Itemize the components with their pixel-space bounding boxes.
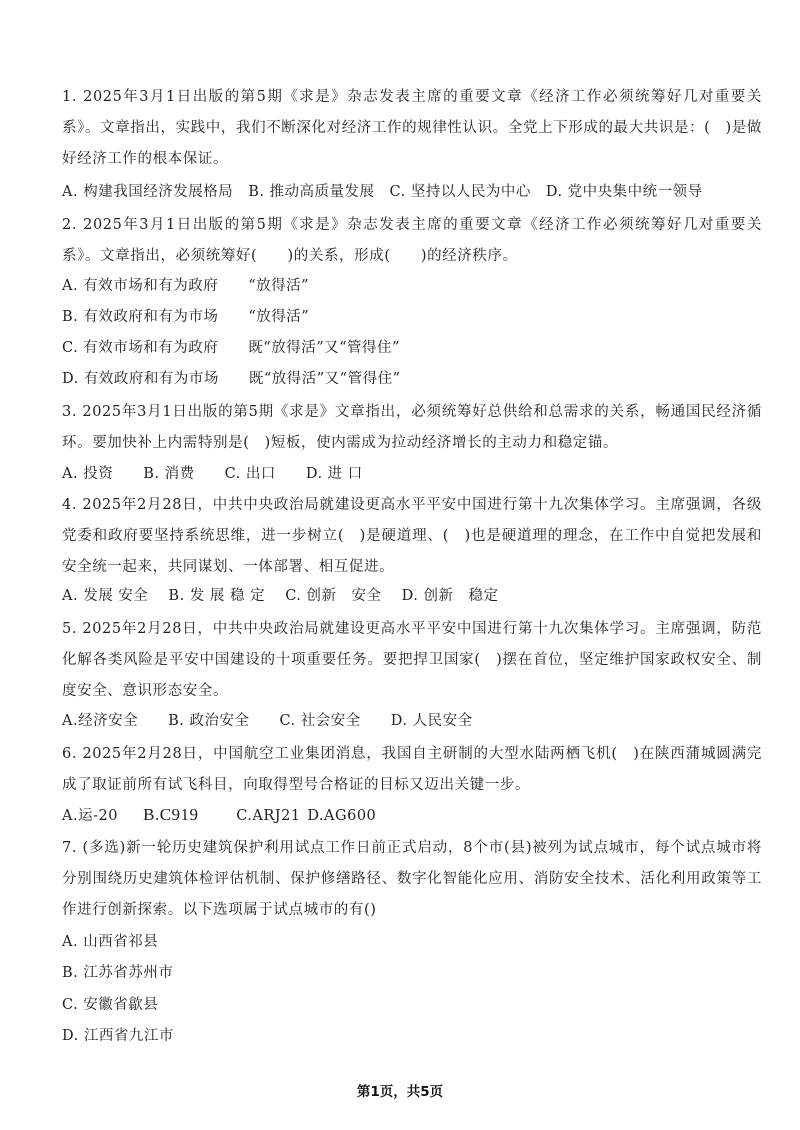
question-2-option-d: D. 有效政府和有为市场 既“放得活”又“管得住”: [62, 371, 401, 387]
page-number-footer: 第1页，共5页: [356, 1084, 444, 1100]
question-3: 3. 2025年3月1日出版的第5期《求是》文章指出，必须统筹好总供给和总需求的关系，畅通国民经济循环。要加快补上内需特别是( )短板，使内需成为拉动经济增长的主动力和稳定锚。: [62, 404, 762, 451]
question-6-option-b: B.C919: [143, 805, 199, 824]
question-2-option-b: B. 有效政府和有为市场 “放得活”: [62, 309, 310, 325]
question-4: 4. 2025年2月28日，中共中央政治局就建设更高水平平安中国进行第十九次集体学习。主席强调，各级党委和政府要坚持系统思维，进一步树立( )是硬道理、( )也是硬道理的理念，在工作中自觉把发展和安全统一起来，共同谋划、一体部署、相互促进。: [62, 497, 762, 575]
question-6-option-c: C.ARJ21: [236, 808, 301, 824]
question-7-option-c: C. 安徽省歙县: [62, 997, 159, 1013]
question-2-option-a: A. 有效市场和有为政府 “放得活”: [62, 278, 310, 294]
question-7-option-d: D. 江西省九江市: [62, 1028, 174, 1044]
question-6-option-d: D.AG600: [307, 808, 377, 824]
question-5: 5. 2025年2月28日，中共中央政治局就建设更高水平平安中国进行第十九次集体学习。主席强调，防范化解各类风险是平安中国建设的十项重要任务。要把捍卫国家( )摆在首位，坚定维护国家政权安全、制度安全、意识形态安全。: [62, 621, 762, 699]
question-7: 7. (多选)新一轮历史建筑保护利用试点工作日前正式启动，8个市(县)被列为试点城市，每个试点城市将分别围绕历史建筑体检评估机制、保护修缮路径、数字化智能化应用、消防安全技术、活化利用政策等工作进行创新探索。以下选项属于试点城市的有(): [62, 840, 762, 918]
question-7-option-a: A. 山西省祁县: [62, 934, 159, 950]
question-6: 6. 2025年2月28日，中国航空工业集团消息，我国自主研制的大型水陆两栖飞机( )在陕西蒲城圆满完成了取证前所有试飞科目，向取得型号合格证的目标又迈出关键一步。: [62, 746, 762, 793]
question-1-options: A. 构建我国经济发展格局 B. 推动高质量发展 C. 坚持以人民为中心 D. 党中央集中统一领导: [62, 184, 703, 200]
question-1: 1. 2025年3月1日出版的第5期《求是》杂志发表主席的重要文章《经济工作必须统筹好几对重要关系》。文章指出，实践中，我们不断深化对经济工作的规律性认识。全党上下形成的最大共识是：( )是做好经济工作的根本保证。: [62, 89, 762, 167]
question-3-options: A. 投资 B. 消费 C. 出口 D. 进 口: [62, 466, 363, 482]
question-2: 2. 2025年3月1日出版的第5期《求是》杂志发表主席的重要文章《经济工作必须统筹好几对重要关系》。文章指出，必须统筹好( )的关系，形成( )的经济秩序。: [62, 217, 762, 264]
question-4-options: A. 发展 安全 B. 发 展 稳 定 C. 创新 安全 D. 创新 稳定: [62, 588, 499, 604]
question-7-option-b: B. 江苏省苏州市: [62, 965, 174, 981]
question-5-options: A.经济安全 B. 政治安全 C. 社会安全 D. 人民安全: [62, 713, 473, 729]
question-6-option-a: A.运-20: [62, 808, 118, 824]
question-6-options: [62, 804, 762, 827]
question-2-option-c: C. 有效市场和有为政府 既“放得活”又“管得住”: [62, 340, 400, 356]
